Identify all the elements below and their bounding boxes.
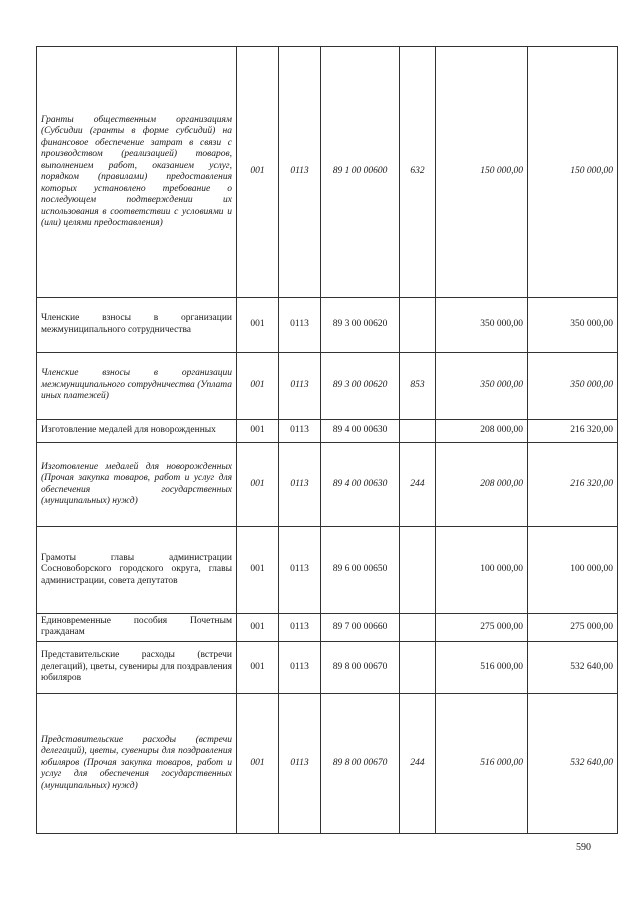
target-article-cell: 89 8 00 00670 bbox=[321, 641, 400, 693]
table-row bbox=[37, 641, 618, 693]
expense-type-cell bbox=[400, 613, 436, 641]
table-row bbox=[37, 613, 618, 641]
expense-type-cell bbox=[400, 298, 436, 352]
amount-second-year-cell: 100 000,00 bbox=[528, 527, 618, 613]
expense-name-cell: Единовременные пособия Почетным гражданам bbox=[37, 613, 237, 641]
expense-type-cell: 632 bbox=[400, 47, 436, 298]
amount-first-year-cell: 100 000,00 bbox=[436, 527, 528, 613]
expense-name-cell: Членские взносы в организации межмуниципального сотрудничества bbox=[37, 298, 237, 352]
section-code-cell: 0113 bbox=[279, 527, 321, 613]
amount-second-year-cell: 350 000,00 bbox=[528, 298, 618, 352]
table-row bbox=[37, 694, 618, 834]
table-row bbox=[37, 419, 618, 442]
table-row bbox=[37, 298, 618, 352]
target-article-cell: 89 4 00 00630 bbox=[321, 442, 400, 526]
ministry-code-cell: 001 bbox=[237, 419, 279, 442]
expense-name-cell: Изготовление медалей для новорожденных bbox=[37, 419, 237, 442]
amount-first-year-cell: 350 000,00 bbox=[436, 352, 528, 419]
table-row bbox=[37, 442, 618, 526]
expense-name-cell: Изготовление медалей для новорожденных (Прочая закупка товаров, работ и услуг для обеспечения государственных (муниципальных) нужд) bbox=[37, 442, 237, 526]
section-code-cell: 0113 bbox=[279, 613, 321, 641]
ministry-code-cell: 001 bbox=[237, 641, 279, 693]
amount-second-year-cell: 350 000,00 bbox=[528, 352, 618, 419]
target-article-cell: 89 3 00 00620 bbox=[321, 298, 400, 352]
ministry-code-cell: 001 bbox=[237, 527, 279, 613]
expense-type-cell: 853 bbox=[400, 352, 436, 419]
expense-type-cell bbox=[400, 419, 436, 442]
target-article-cell: 89 6 00 00650 bbox=[321, 527, 400, 613]
section-code-cell: 0113 bbox=[279, 352, 321, 419]
budget-table-body bbox=[37, 47, 618, 834]
ministry-code-cell: 001 bbox=[237, 352, 279, 419]
section-code-cell: 0113 bbox=[279, 641, 321, 693]
amount-first-year-cell: 150 000,00 bbox=[436, 47, 528, 298]
target-article-cell: 89 8 00 00670 bbox=[321, 694, 400, 834]
amount-first-year-cell: 275 000,00 bbox=[436, 613, 528, 641]
amount-second-year-cell: 150 000,00 bbox=[528, 47, 618, 298]
expense-name-cell: Гранты общественным организациям (Субсидии (гранты в форме субсидий) на финансовое обеспечение затрат в связи с производством (реализацией) товаров, выполнением работ, оказанием услуг, порядком (правилами) предоставления которых установлено требование о последующем подтверждении их использования в соответствии с условиями и (или) целями предоставления) bbox=[37, 47, 237, 298]
ministry-code-cell: 001 bbox=[237, 47, 279, 298]
expense-type-cell: 244 bbox=[400, 694, 436, 834]
target-article-cell: 89 4 00 00630 bbox=[321, 419, 400, 442]
amount-first-year-cell: 208 000,00 bbox=[436, 442, 528, 526]
amount-second-year-cell: 532 640,00 bbox=[528, 694, 618, 834]
table-row bbox=[37, 527, 618, 613]
amount-first-year-cell: 516 000,00 bbox=[436, 694, 528, 834]
expense-name-cell: Представительские расходы (встречи делегаций), цветы, сувениры для поздравления юбиляров (Прочая закупка товаров, работ и услуг для обеспечения государственных (муниципальных) нужд) bbox=[37, 694, 237, 834]
amount-first-year-cell: 516 000,00 bbox=[436, 641, 528, 693]
budget-table bbox=[36, 46, 618, 834]
ministry-code-cell: 001 bbox=[237, 442, 279, 526]
amount-second-year-cell: 532 640,00 bbox=[528, 641, 618, 693]
amount-second-year-cell: 275 000,00 bbox=[528, 613, 618, 641]
section-code-cell: 0113 bbox=[279, 47, 321, 298]
table-row bbox=[37, 47, 618, 298]
section-code-cell: 0113 bbox=[279, 298, 321, 352]
section-code-cell: 0113 bbox=[279, 419, 321, 442]
expense-name-cell: Грамоты главы администрации Сосновоборского городского округа, главы администрации, совета депутатов bbox=[37, 527, 237, 613]
ministry-code-cell: 001 bbox=[237, 613, 279, 641]
expense-name-cell: Представительские расходы (встречи делегаций), цветы, сувениры для поздравления юбиляров bbox=[37, 641, 237, 693]
target-article-cell: 89 3 00 00620 bbox=[321, 352, 400, 419]
ministry-code-cell: 001 bbox=[237, 694, 279, 834]
ministry-code-cell: 001 bbox=[237, 298, 279, 352]
amount-first-year-cell: 208 000,00 bbox=[436, 419, 528, 442]
section-code-cell: 0113 bbox=[279, 442, 321, 526]
budget-sheet bbox=[36, 46, 617, 834]
expense-type-cell bbox=[400, 641, 436, 693]
amount-second-year-cell: 216 320,00 bbox=[528, 419, 618, 442]
page-number: 590 bbox=[576, 842, 591, 853]
amount-first-year-cell: 350 000,00 bbox=[436, 298, 528, 352]
expense-type-cell bbox=[400, 527, 436, 613]
table-row bbox=[37, 352, 618, 419]
target-article-cell: 89 7 00 00660 bbox=[321, 613, 400, 641]
amount-second-year-cell: 216 320,00 bbox=[528, 442, 618, 526]
target-article-cell: 89 1 00 00600 bbox=[321, 47, 400, 298]
section-code-cell: 0113 bbox=[279, 694, 321, 834]
expense-name-cell: Членские взносы в организации межмуниципального сотрудничества (Уплата иных платежей) bbox=[37, 352, 237, 419]
expense-type-cell: 244 bbox=[400, 442, 436, 526]
